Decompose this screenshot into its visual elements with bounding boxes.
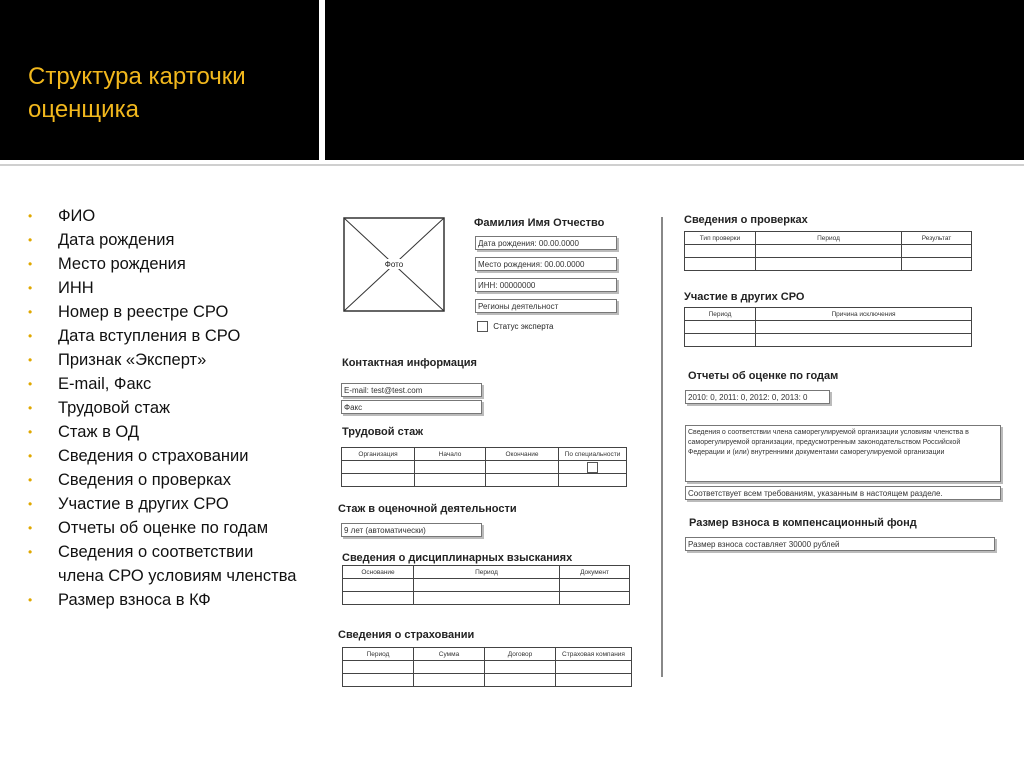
table-header: Основание	[343, 566, 414, 579]
table-header: Результат	[902, 232, 972, 245]
bullet-item: • ИНН	[28, 276, 298, 300]
table-header: Организация	[342, 448, 415, 461]
table-row	[343, 674, 632, 687]
table-header: Начало	[415, 448, 486, 461]
appraisal-field[interactable]: 9 лет (автоматически)	[341, 523, 482, 537]
regions-field[interactable]: Регионы деятельност	[475, 299, 617, 313]
expert-checkbox[interactable]	[477, 321, 488, 332]
appraisal-heading: Стаж в оценочной деятельности	[338, 503, 517, 515]
table-row	[343, 592, 630, 605]
work-table	[341, 447, 627, 487]
discipline-table	[342, 565, 630, 605]
discipline-heading: Сведения о дисциплинарных взысканиях	[342, 552, 573, 564]
bullet-item: • Признак «Эксперт»	[28, 348, 298, 372]
table-header: Период	[685, 308, 756, 321]
bullet-item: • Место рождения	[28, 252, 298, 276]
fund-heading: Размер взноса в компенсационный фонд	[689, 517, 917, 529]
bullet-item: • E-mail, Факс	[28, 372, 298, 396]
reports-field[interactable]: 2010: 0, 2011: 0, 2012: 0, 2013: 0	[685, 390, 830, 404]
table-row	[343, 579, 630, 592]
table-row	[685, 321, 972, 334]
birth-place-field[interactable]: Место рождения: 00.00.0000	[475, 257, 617, 271]
other-sro-heading: Участие в других СРО	[684, 291, 805, 303]
table-header: Причина исключения	[756, 308, 972, 321]
table-header: Документ	[560, 566, 630, 579]
bullet-item: • ФИО	[28, 204, 298, 228]
inn-field[interactable]: ИНН: 00000000	[475, 278, 617, 292]
bullet-item: • Дата вступления в СРО	[28, 324, 298, 348]
table-header: Период	[756, 232, 902, 245]
bullet-item: • Трудовой стаж	[28, 396, 298, 420]
contacts-heading: Контактная информация	[342, 357, 477, 369]
work-heading: Трудовой стаж	[342, 426, 423, 438]
fund-field[interactable]: Размер взноса составляет 30000 рублей	[685, 537, 995, 551]
table-header: Сумма	[414, 648, 485, 661]
photo-placeholder	[343, 217, 445, 312]
table-header: Период	[414, 566, 560, 579]
photo-label: Фото	[384, 260, 404, 269]
insurance-table	[342, 647, 632, 687]
email-field[interactable]: E-mail: test@test.com	[341, 383, 482, 397]
expert-status-label: Статус эксперта	[493, 321, 554, 331]
table-header: Договор	[485, 648, 556, 661]
bullet-item: • Участие в других СРО	[28, 492, 298, 516]
bullet-item: • Сведения о соответствии члена СРО условиям членства	[28, 540, 298, 588]
table-row	[342, 461, 627, 474]
table-row	[343, 661, 632, 674]
table-row	[685, 245, 972, 258]
checks-table	[684, 231, 972, 271]
header-panel	[325, 0, 1024, 160]
header-divider	[0, 164, 1024, 166]
specialty-checkbox[interactable]	[587, 462, 598, 473]
bullet-item: • Сведения о проверках	[28, 468, 298, 492]
checks-heading: Сведения о проверках	[684, 214, 808, 226]
table-header: Страховая компания	[556, 648, 632, 661]
insurance-heading: Сведения о страховании	[338, 629, 475, 641]
bullet-item: • Размер взноса в КФ	[28, 588, 298, 612]
table-header: По специальности	[559, 448, 627, 461]
bullet-list	[28, 204, 298, 612]
table-header: Окончание	[486, 448, 559, 461]
fio-heading: Фамилия Имя Отчество	[474, 217, 605, 229]
bullet-item: • Номер в реестре СРО	[28, 300, 298, 324]
slide-title: Структура карточки оценщика	[28, 63, 246, 123]
reports-heading: Отчеты об оценке по годам	[688, 370, 839, 382]
bullet-item: • Отчеты об оценке по годам	[28, 516, 298, 540]
bullet-item: • Сведения о страховании	[28, 444, 298, 468]
column-divider	[661, 217, 663, 677]
birth-date-field[interactable]: Дата рождения: 00.00.0000	[475, 236, 617, 250]
table-row	[685, 258, 972, 271]
expert-status	[477, 321, 554, 332]
other-sro-table	[684, 307, 972, 347]
table-header: Тип проверки	[685, 232, 756, 245]
fax-field[interactable]: Факс	[341, 400, 482, 414]
compliance-value-field[interactable]: Соответствует всем требованиям, указанным в настоящем разделе.	[685, 486, 1001, 500]
compliance-text-field[interactable]: Сведения о соответствии члена саморегулируемой организации условиям членства в саморегулируемой организации, предусмотренным законодательством Российской Федерации и (или) внутренними документами саморегулируемой организации	[685, 425, 1001, 482]
table-row	[342, 474, 627, 487]
bullet-item: • Дата рождения	[28, 228, 298, 252]
bullet-item: • Стаж в ОД	[28, 420, 298, 444]
table-header: Период	[343, 648, 414, 661]
table-row	[685, 334, 972, 347]
